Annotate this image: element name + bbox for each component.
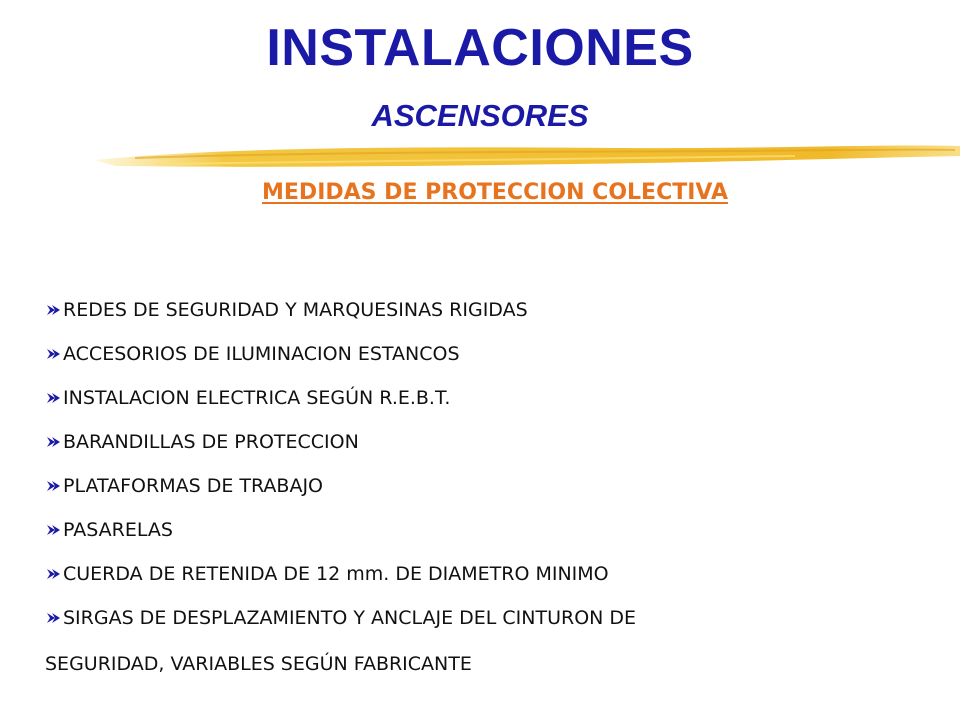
list-item-continuation: SEGURIDAD, VARIABLES SEGÚN FABRICANTE (45, 653, 472, 675)
list-item (45, 508, 945, 552)
arrow-right-icon (45, 479, 63, 493)
arrow-right-icon (45, 611, 63, 625)
page-title: INSTALACIONES (266, 19, 694, 77)
page-subtitle: ASCENSORES (371, 98, 589, 133)
brush-stroke-divider (95, 140, 960, 176)
list-item-text: BARANDILLAS DE PROTECCION (63, 431, 359, 453)
protection-measures-list (45, 288, 945, 640)
section-heading: MEDIDAS DE PROTECCION COLECTIVA (262, 180, 728, 205)
list-item (45, 332, 945, 376)
list-item (45, 552, 945, 596)
list-item-text: REDES DE SEGURIDAD Y MARQUESINAS RIGIDAS (63, 299, 528, 321)
list-item-text: ACCESORIOS DE ILUMINACION ESTANCOS (63, 343, 460, 365)
list-item-text: SIRGAS DE DESPLAZAMIENTO Y ANCLAJE DEL CINTURON DE (63, 607, 637, 629)
list-item (45, 376, 945, 420)
arrow-right-icon (45, 435, 63, 449)
arrow-right-icon (45, 391, 63, 405)
list-item-text: INSTALACION ELECTRICA SEGÚN R.E.B.T. (63, 387, 451, 409)
list-item-text: PASARELAS (63, 519, 173, 541)
list-item-text: CUERDA DE RETENIDA DE 12 mm. DE DIAMETRO MINIMO (63, 563, 609, 585)
arrow-right-icon (45, 567, 63, 581)
arrow-right-icon (45, 303, 63, 317)
list-item (45, 596, 945, 640)
list-item (45, 464, 945, 508)
list-item (45, 420, 945, 464)
arrow-right-icon (45, 347, 63, 361)
arrow-right-icon (45, 523, 63, 537)
list-item-text: PLATAFORMAS DE TRABAJO (63, 475, 324, 497)
list-item (45, 288, 945, 332)
